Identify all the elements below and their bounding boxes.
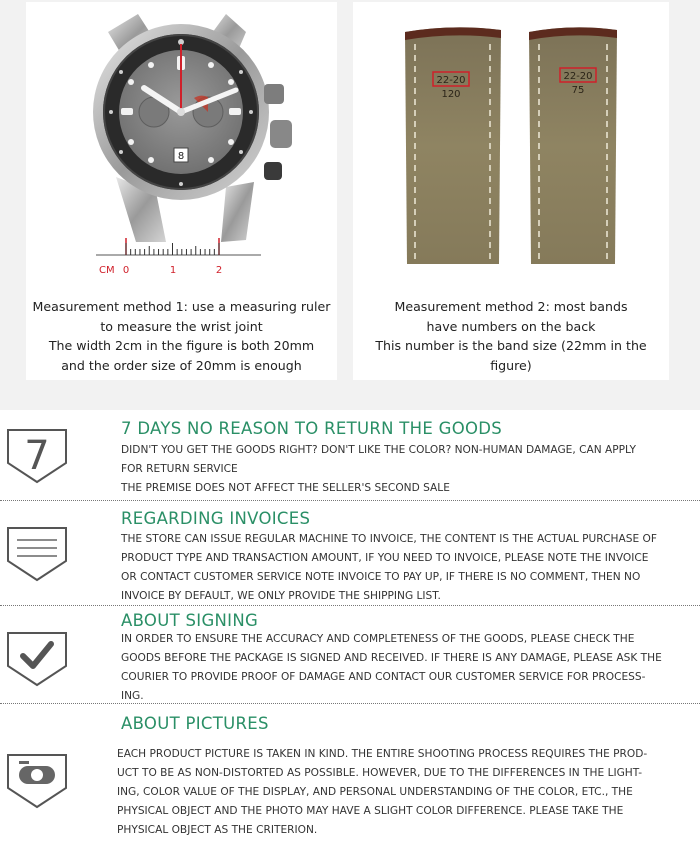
measurement-method-2-card: [353, 2, 669, 380]
strap-left-size-label: 22-20: [436, 75, 466, 86]
policy-invoices-line: PRODUCT TYPE AND TRANSACTION AMOUNT, IF YOU NEED TO INVOICE, PLEASE NOTE THE INVOICE: [121, 552, 649, 564]
pusher-bottom: [264, 162, 282, 180]
method-1-line: Measurement method 1: use a measuring ruler: [32, 299, 331, 314]
strap-right: [529, 27, 617, 264]
method-1-line: to measure the wrist joint: [100, 318, 263, 334]
policy-pictures-body: [117, 745, 677, 840]
method-2-line: This number is the band size (22mm in the figure): [375, 338, 647, 373]
camera-icon: [5, 752, 69, 810]
policy-pictures-line: PHYSICAL OBJECT AS THE CRITERION.: [117, 824, 318, 836]
number-seven-icon: [5, 427, 69, 485]
policy-signing-line: COURIER TO PROVIDE PROOF OF DAMAGE AND CONTACT OUR CUSTOMER SERVICE FOR PROCESS-: [121, 671, 646, 683]
date-number: 8: [177, 151, 185, 162]
policy-invoices-line: INVOICE BY DEFAULT, WE ONLY PROVIDE THE SHIPPING LIST.: [121, 590, 441, 602]
policy-pictures-line: ING, COLOR VALUE OF THE DISPLAY, AND PERSONAL UNDERSTANDING OF THE COLOR, ETC., THE: [117, 786, 633, 798]
policy-signing: [0, 606, 700, 706]
method-1-caption: [26, 297, 337, 375]
policy-pictures-line: EACH PRODUCT PICTURE IS TAKEN IN KIND. THE ENTIRE SHOOTING PROCESS REQUIRES THE PROD-: [117, 748, 648, 760]
policy-pictures: [0, 704, 700, 861]
method-2-line: have numbers on the back: [426, 318, 596, 334]
watch-with-ruler-illustration: [26, 2, 337, 292]
policy-pictures-title: ABOUT PICTURES: [121, 714, 269, 733]
method-1-line: The width 2cm in the figure is both 20mm: [48, 338, 315, 353]
policy-signing-title: ABOUT SIGNING: [121, 611, 259, 630]
policy-return-line: DIDN'T YOU GET THE GOODS RIGHT? DON'T LIKE THE COLOR? NON-HUMAN DAMAGE, CAN APPLY: [121, 444, 637, 456]
ruler-tick-label-0: 0: [122, 265, 130, 276]
policy-pictures-line: UCT TO BE AS NON-DISTORTED AS POSSIBLE. HOWEVER, DUE TO THE DIFFERENCES IN THE LIGHT-: [117, 767, 643, 779]
method-2-line: Measurement method 2: most bands: [394, 299, 628, 314]
pusher-top: [264, 84, 284, 104]
policy-return-body: [121, 441, 681, 498]
checkmark-icon: [5, 630, 69, 688]
ruler-unit-label: CM: [99, 265, 115, 276]
ruler-tick-label-1: 1: [169, 265, 177, 276]
policy-invoices-line: OR CONTACT CUSTOMER SERVICE NOTE INVOICE TO PAY UP, IF THERE IS NO COMMENT, THEN NO: [121, 571, 641, 583]
invoice-lines-icon: [5, 525, 69, 583]
measurement-section: [0, 0, 700, 410]
store-policies-section: [0, 410, 700, 861]
strap-right-length-label: 75: [571, 85, 585, 96]
policy-signing-body: [121, 630, 681, 706]
seven-glyph: 7: [24, 433, 50, 479]
policy-pictures-line: PHYSICAL OBJECT AND THE PHOTO MAY HAVE A SLIGHT COLOR DIFFERENCE. PLEASE TAKE THE: [117, 805, 624, 817]
policy-invoices-title: REGARDING INVOICES: [121, 509, 311, 528]
policy-invoices-line: THE STORE CAN ISSUE REGULAR MACHINE TO INVOICE, THE CONTENT IS THE ACTUAL PURCHASE OF: [121, 533, 657, 545]
strap-left: [405, 27, 501, 264]
policy-signing-line: ING.: [121, 690, 144, 702]
policy-invoices-body: [121, 530, 681, 606]
policy-return: [0, 410, 700, 500]
measurement-method-1-card: [26, 2, 337, 380]
ruler-tick-label-2: 2: [215, 265, 223, 276]
policy-invoices: [0, 501, 700, 612]
crown: [270, 120, 292, 148]
policy-signing-line: IN ORDER TO ENSURE THE ACCURACY AND COMPLETENESS OF THE GOODS, PLEASE CHECK THE: [121, 633, 635, 645]
straps-illustration: [353, 2, 669, 292]
policy-return-line: THE PREMISE DOES NOT AFFECT THE SELLER'S SECOND SALE: [121, 482, 450, 494]
method-1-line: and the order size of 20mm is enough: [61, 357, 302, 373]
policy-signing-line: GOODS BEFORE THE PACKAGE IS SIGNED AND RECEIVED. IF THERE IS ANY DAMAGE, PLEASE ASK THE: [121, 652, 662, 664]
strap-right-size-label: 22-20: [563, 71, 593, 82]
policy-return-line: FOR RETURN SERVICE: [121, 463, 238, 475]
policy-return-title: 7 DAYS NO REASON TO RETURN THE GOODS: [121, 419, 503, 438]
method-2-caption: [353, 297, 669, 375]
strap-left-length-label: 120: [441, 89, 461, 100]
